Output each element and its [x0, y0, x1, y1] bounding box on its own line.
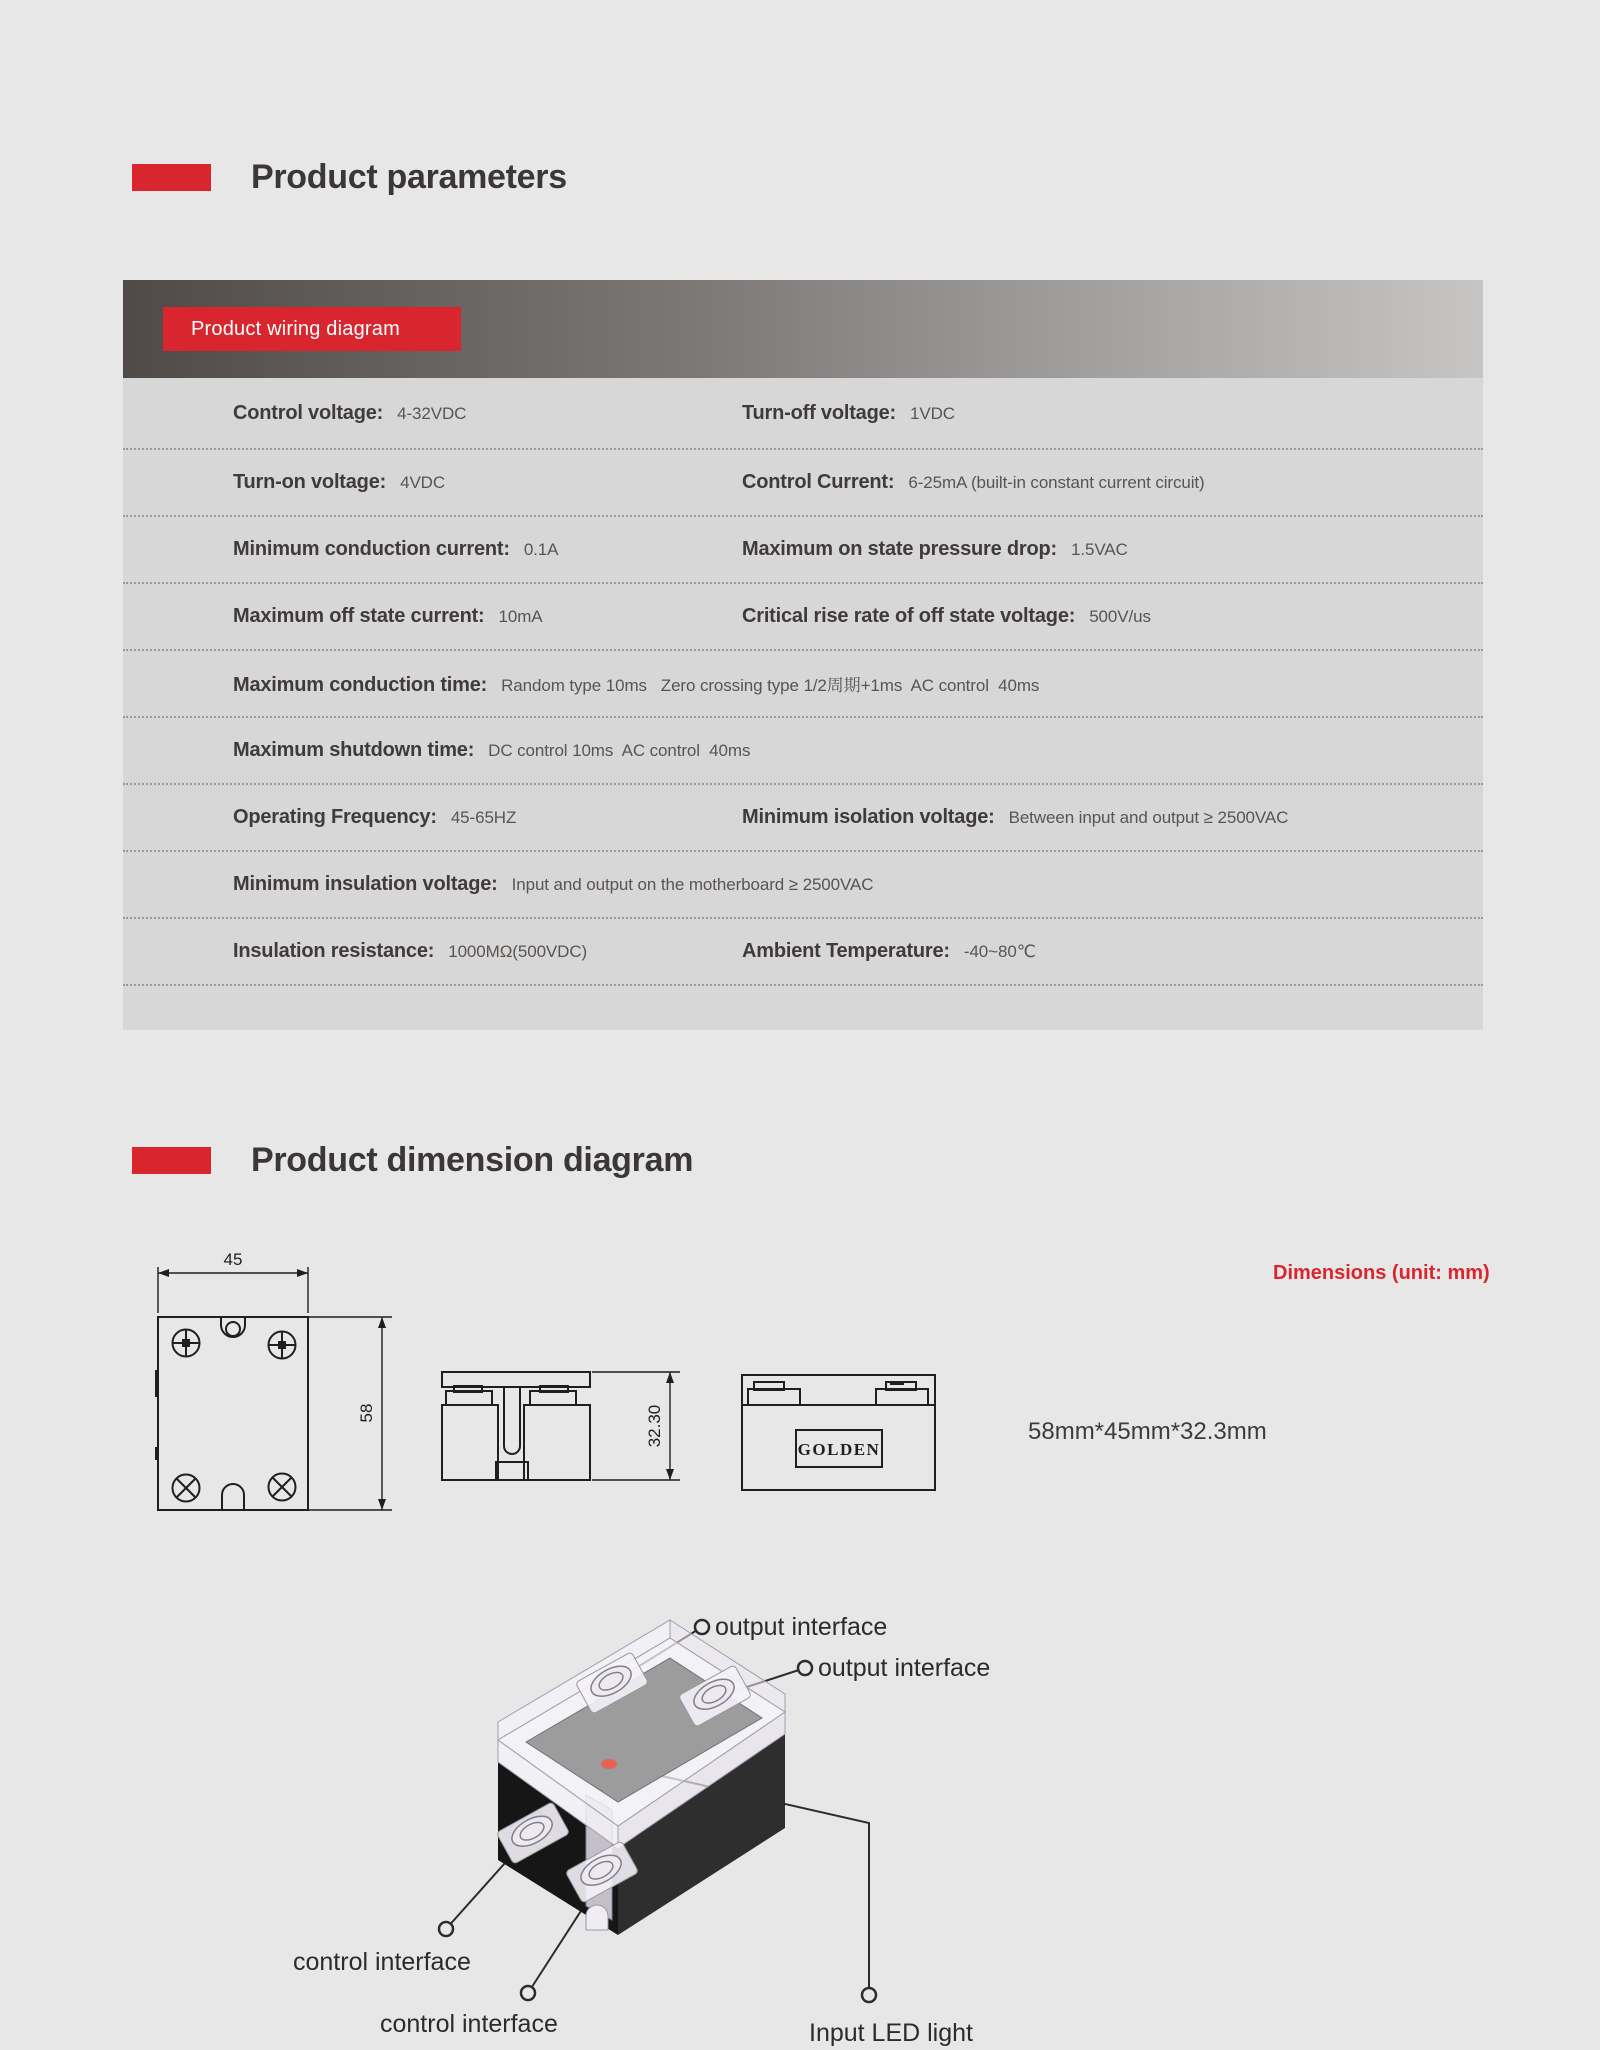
param-value: 500V/us [1089, 607, 1151, 626]
callout-dot [862, 1988, 876, 2002]
table-row [123, 919, 1483, 986]
dim-width-label: 45 [223, 1250, 243, 1269]
param-label: Operating Frequency: [233, 806, 437, 828]
screw-icon [173, 1330, 200, 1357]
param-label: Maximum on state pressure drop: [742, 538, 1057, 560]
param-cell [233, 940, 742, 963]
table-row [123, 852, 1483, 919]
param-cell [233, 873, 873, 896]
param-cell [742, 605, 1151, 628]
param-value: 1VDC [909, 403, 955, 423]
param-cell [742, 471, 1205, 494]
page-title: Product parameters [251, 157, 567, 196]
param-cell [233, 402, 742, 425]
param-label: Minimum insulation voltage: [233, 873, 498, 895]
table-row [123, 517, 1483, 584]
callout-input-led-light: Input LED light [809, 2019, 973, 2047]
callout-control-interface-2: control interface [380, 2010, 558, 2038]
section-heading-parameters [132, 150, 567, 204]
param-cell [742, 538, 1128, 561]
param-cell [233, 538, 742, 561]
section-heading-dimensions [132, 1133, 693, 1187]
param-label: Control Current: [742, 471, 895, 493]
param-label: Minimum isolation voltage: [742, 806, 995, 828]
screw-icon [269, 1332, 296, 1359]
param-label: Insulation resistance: [233, 940, 435, 962]
overall-size-text: 58mm*45mm*32.3mm [1028, 1418, 1267, 1445]
param-value: 45-65HZ [450, 808, 517, 827]
callout-dot [798, 1661, 812, 1675]
callout-dot [439, 1922, 453, 1936]
param-value: Between input and output ≥ 2500VAC [1008, 808, 1289, 827]
callout-dot [521, 1986, 535, 2000]
param-label: Maximum off state current: [233, 605, 485, 627]
dimensions-unit-note: Dimensions (unit: mm) [1273, 1262, 1490, 1284]
param-value: DC control 10ms AC control 40ms [488, 741, 751, 760]
param-cell [742, 940, 1036, 963]
table-row [123, 785, 1483, 852]
param-value: Random type 10ms Zero crossing type 1/2周期+1ms AC control 40ms [501, 675, 1040, 695]
param-cell [233, 471, 742, 494]
param-value: 0.1A [523, 540, 559, 559]
wiring-diagram-tab: Product wiring diagram [163, 307, 461, 351]
param-cell [742, 402, 955, 425]
relay-bottom-notch [586, 1905, 608, 1930]
brand-label: GOLDEN [797, 1440, 881, 1459]
param-value: 1000MΩ(500VDC) [448, 942, 588, 961]
dim-height-label: 58 [357, 1403, 376, 1423]
param-value: -40~80℃ [963, 942, 1036, 961]
heading-accent-block [132, 1147, 211, 1174]
screw-icon [173, 1475, 200, 1502]
panel-header-gradient [123, 280, 1483, 378]
table-row [123, 651, 1483, 718]
param-label: Maximum conduction time: [233, 673, 488, 696]
heading-accent-block [132, 164, 211, 191]
parameters-panel [123, 280, 1483, 1030]
callout-control-interface-1: control interface [293, 1948, 471, 1976]
param-value: 6-25mA (built-in constant current circuit) [908, 473, 1205, 492]
dim-depth-label: 32.30 [645, 1404, 664, 1448]
panel-footer-spacer [123, 986, 1483, 1030]
param-cell [233, 671, 1039, 697]
param-label: Turn-off voltage: [742, 401, 896, 424]
callout-output-interface-1: output interface [715, 1613, 888, 1641]
param-cell [233, 605, 742, 628]
param-label: Maximum shutdown time: [233, 739, 475, 761]
table-row [123, 584, 1483, 651]
table-row [123, 718, 1483, 785]
param-cell [742, 806, 1288, 829]
callout-output-interface-2: output interface [818, 1654, 991, 1682]
param-label: Turn-on voltage: [233, 471, 387, 493]
param-label: Control voltage: [233, 401, 384, 424]
param-value: 1.5VAC [1070, 540, 1128, 559]
side-view-drawing [430, 1360, 690, 1500]
callout-dot [695, 1620, 709, 1634]
front-view-drawing [140, 1245, 400, 1525]
screw-icon [269, 1474, 296, 1501]
table-row [123, 378, 1483, 450]
param-value: 4-32VDC [397, 403, 467, 423]
input-led-icon [601, 1759, 617, 1769]
param-label: Ambient Temperature: [742, 940, 950, 962]
isometric-product-illustration [290, 1590, 1000, 2050]
param-cell [233, 739, 750, 762]
section-title: Product dimension diagram [251, 1140, 694, 1179]
param-cell [233, 806, 742, 829]
param-value: 10mA [498, 607, 543, 626]
param-value: 4VDC [400, 473, 446, 492]
param-label: Minimum conduction current: [233, 538, 510, 560]
param-value: Input and output on the motherboard ≥ 2500VAC [511, 875, 874, 894]
back-view-drawing [740, 1370, 940, 1495]
table-row [123, 450, 1483, 517]
param-label: Critical rise rate of off state voltage: [742, 605, 1076, 627]
